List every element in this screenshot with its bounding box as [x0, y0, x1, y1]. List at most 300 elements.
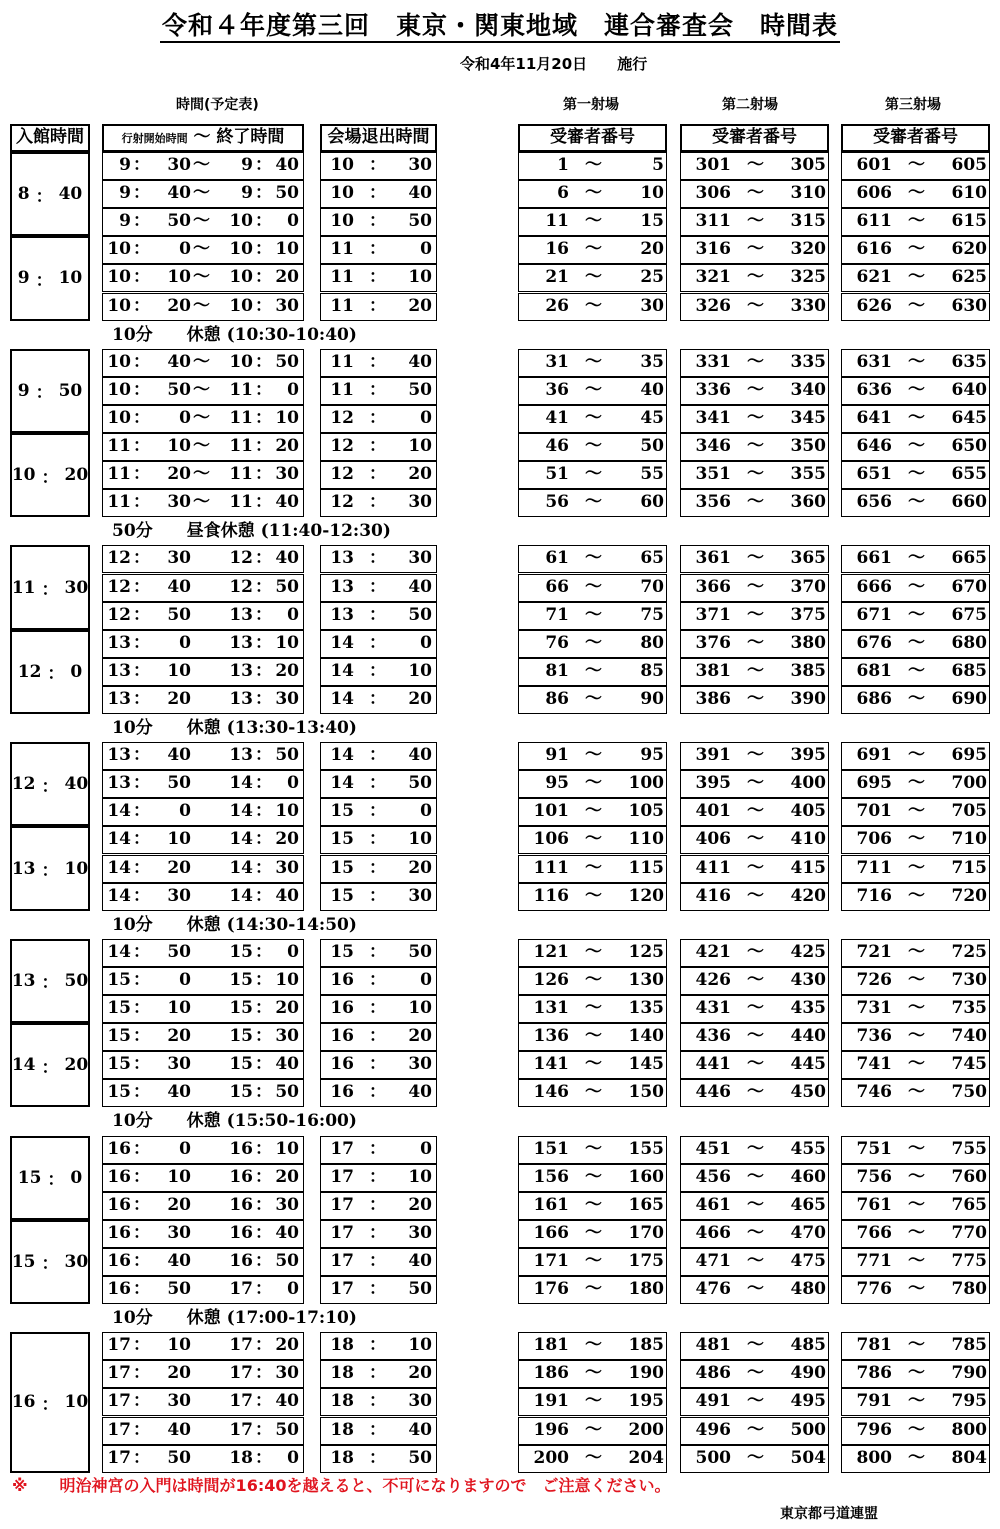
examinee-range-1 [518, 995, 667, 1023]
exit-hour: 15 [330, 829, 354, 850]
end-colon: ： [255, 829, 272, 850]
examinee-range-2 [680, 489, 829, 517]
exit-hour: 17 [330, 1250, 354, 1271]
start-hour: 16 [107, 1250, 131, 1271]
examinee-range-1 [518, 1417, 667, 1445]
start-hour: 10 [107, 295, 131, 316]
exit-hour: 16 [330, 969, 354, 990]
examinee-to: 395 [790, 745, 826, 766]
examinee-to: 615 [951, 211, 987, 232]
start-minute: 40 [167, 576, 191, 597]
exit-minute: 20 [408, 688, 432, 709]
examinee-tilde: ～ [747, 239, 764, 260]
examinee-to: 120 [628, 885, 664, 906]
examinee-from: 486 [695, 1363, 731, 1384]
examinee-tilde: ～ [908, 1335, 925, 1356]
shoot-time-cell [102, 630, 304, 658]
examinee-from: 36 [545, 379, 569, 400]
shoot-time-cell [102, 826, 304, 854]
examinee-range-1 [518, 433, 667, 461]
start-minute: 50 [167, 604, 191, 625]
end-minute: 30 [275, 295, 299, 316]
start-hour: 13 [107, 773, 131, 794]
start-minute: 0 [179, 407, 191, 428]
shoot-time-cell [102, 1136, 304, 1164]
examinee-from: 336 [695, 379, 731, 400]
end-minute: 20 [275, 267, 299, 288]
start-minute: 40 [167, 351, 191, 372]
exit-colon: ： [369, 239, 386, 260]
examinee-tilde: ～ [747, 183, 764, 204]
examinee-range-2 [680, 349, 829, 377]
shoot-time-cell [102, 1051, 304, 1079]
examinee-range-2 [680, 855, 829, 883]
examinee-tilde: ～ [585, 1447, 602, 1468]
break-row: 10分 休憩 (15:50-16:00) [112, 1111, 357, 1132]
examinee-to: 425 [790, 941, 826, 962]
examinee-range-3 [841, 152, 990, 180]
examinee-tilde: ～ [908, 745, 925, 766]
exit-colon: ： [369, 829, 386, 850]
examinee-range-2 [680, 1445, 829, 1473]
examinee-range-2 [680, 461, 829, 489]
start-colon: ： [133, 1194, 150, 1215]
examinee-from: 756 [856, 1166, 892, 1187]
exit-colon: ： [369, 379, 386, 400]
end-colon: ： [255, 773, 272, 794]
exit-colon: ： [369, 1419, 386, 1440]
examinee-from: 761 [856, 1194, 892, 1215]
examinee-from: 331 [695, 351, 731, 372]
examinee-to: 690 [951, 688, 987, 709]
exit-colon: ： [369, 407, 386, 428]
exit-time-cell [320, 1192, 437, 1220]
entry-minute: 10 [58, 268, 83, 289]
range-tilde: ～ [193, 379, 210, 400]
exit-minute: 0 [420, 239, 432, 260]
entry-minute: 30 [64, 577, 89, 598]
end-hour: 11 [229, 436, 253, 456]
end-hour: 12 [229, 548, 253, 569]
start-colon: ： [133, 885, 150, 906]
entry-time-group [10, 1220, 90, 1304]
examinee-tilde: ～ [908, 183, 925, 204]
examinee-tilde: ～ [908, 857, 925, 878]
exit-hour: 12 [330, 436, 354, 456]
start-hour: 12 [107, 548, 131, 569]
start-hour: 9 [119, 211, 131, 232]
start-colon: ： [133, 941, 150, 962]
examinee-from: 616 [856, 239, 892, 260]
exit-colon: ： [369, 660, 386, 681]
range-tilde: ～ [193, 436, 210, 456]
entry-hour: 15 [17, 1167, 42, 1188]
start-minute: 30 [167, 1222, 191, 1243]
end-minute: 20 [275, 829, 299, 850]
examinee-tilde: ～ [747, 548, 764, 569]
end-colon: ： [255, 379, 272, 400]
exit-minute: 50 [408, 941, 432, 962]
exit-minute: 20 [408, 1026, 432, 1047]
start-colon: ： [133, 1138, 150, 1159]
examinee-range-1 [518, 1192, 667, 1220]
examinee-to: 85 [640, 660, 664, 681]
exit-time-cell [320, 798, 437, 826]
end-colon: ： [255, 801, 272, 822]
entry-time-group [10, 1332, 90, 1473]
examinee-range-1 [518, 602, 667, 630]
examinee-tilde: ～ [747, 407, 764, 428]
examinee-to: 765 [951, 1194, 987, 1215]
entry-minute: 20 [64, 1055, 89, 1076]
start-hour: 10 [107, 351, 131, 372]
end-colon: ： [255, 1363, 272, 1384]
exit-colon: ： [369, 773, 386, 794]
entry-hour: 13 [11, 858, 36, 879]
end-minute: 40 [275, 1391, 299, 1412]
examinee-range-3 [841, 461, 990, 489]
examinee-tilde: ～ [908, 1250, 925, 1271]
examinee-from: 171 [533, 1250, 569, 1271]
examinee-to: 310 [790, 183, 826, 204]
exit-time-cell [320, 1360, 437, 1388]
end-minute: 10 [275, 801, 299, 822]
examinee-to: 390 [790, 688, 826, 709]
examinee-tilde: ～ [747, 1138, 764, 1159]
end-hour: 10 [229, 351, 253, 372]
exit-colon: ： [369, 548, 386, 569]
examinee-tilde: ～ [908, 155, 925, 175]
examinee-range-2 [680, 1023, 829, 1051]
examinee-tilde: ～ [908, 1082, 925, 1103]
examinee-tilde: ～ [585, 183, 602, 204]
examinee-range-3 [841, 1445, 990, 1473]
entry-colon: ： [41, 1394, 59, 1415]
examinee-range-1 [518, 236, 667, 264]
end-minute: 40 [275, 492, 299, 513]
examinee-to: 15 [640, 211, 664, 232]
examinee-from: 56 [545, 492, 569, 513]
break-row: 10分 休憩 (13:30-13:40) [112, 718, 357, 738]
start-colon: ： [133, 351, 150, 372]
examinee-range-1 [518, 152, 667, 180]
start-minute: 0 [179, 239, 191, 260]
start-minute: 30 [167, 1391, 191, 1412]
examinee-to: 495 [790, 1391, 826, 1412]
exit-colon: ： [369, 155, 386, 175]
exit-hour: 12 [330, 407, 354, 428]
shoot-time-cell [102, 574, 304, 602]
exit-colon: ： [369, 969, 386, 990]
examinee-to: 705 [951, 801, 987, 822]
examinee-to: 450 [790, 1082, 826, 1103]
exit-minute: 50 [408, 604, 432, 625]
end-hour: 9 [241, 183, 253, 204]
start-hour: 11 [107, 464, 131, 485]
examinee-from: 6 [557, 183, 569, 204]
examinee-to: 670 [951, 576, 987, 597]
entry-colon: ： [47, 664, 65, 685]
examinee-to: 170 [628, 1222, 664, 1243]
range-tilde: ～ [193, 351, 210, 372]
examinee-tilde: ～ [747, 436, 764, 456]
start-colon: ： [133, 295, 150, 316]
exit-minute: 40 [408, 183, 432, 204]
examinee-range-1 [518, 1220, 667, 1248]
examinee-from: 421 [695, 941, 731, 962]
examinee-from: 191 [533, 1391, 569, 1412]
examinee-tilde: ～ [585, 998, 602, 1018]
start-minute: 20 [167, 464, 191, 485]
entry-time-group [10, 1136, 90, 1220]
examinee-range-3 [841, 1079, 990, 1107]
examinee-range-3 [841, 180, 990, 208]
entry-hour: 9 [17, 268, 30, 289]
end-minute: 0 [287, 1447, 299, 1468]
examinee-to: 160 [628, 1166, 664, 1187]
examinee-range-3 [841, 377, 990, 405]
examinee-from: 646 [856, 436, 892, 456]
entry-time-group [10, 236, 90, 320]
exit-minute: 10 [408, 267, 432, 288]
end-colon: ： [255, 1026, 272, 1047]
end-minute: 0 [287, 773, 299, 794]
shoot-time-cell [102, 1220, 304, 1248]
end-colon: ： [255, 407, 272, 428]
start-hour: 14 [107, 885, 131, 906]
examinee-range-3 [841, 405, 990, 433]
examinee-tilde: ～ [747, 1391, 764, 1412]
start-minute: 10 [167, 998, 191, 1018]
end-colon: ： [255, 351, 272, 372]
end-hour: 13 [229, 745, 253, 766]
start-minute: 30 [167, 548, 191, 569]
examinee-to: 715 [951, 857, 987, 878]
end-minute: 40 [275, 548, 299, 569]
exit-minute: 40 [408, 1419, 432, 1440]
examinee-tilde: ～ [908, 1363, 925, 1384]
exit-colon: ： [369, 688, 386, 709]
examinee-range-1 [518, 630, 667, 658]
end-colon: ： [255, 548, 272, 569]
header-shoot-time [102, 124, 304, 152]
examinee-to: 80 [640, 632, 664, 653]
entry-hour: 8 [17, 184, 30, 205]
end-colon: ： [255, 1335, 272, 1356]
examinee-tilde: ～ [747, 1363, 764, 1384]
entry-colon: ： [35, 383, 53, 404]
examinee-from: 691 [856, 745, 892, 766]
examinee-tilde: ～ [585, 351, 602, 372]
shoot-time-cell [102, 180, 304, 208]
end-colon: ： [255, 1279, 272, 1299]
exit-hour: 11 [330, 239, 354, 260]
examinee-range-2 [680, 574, 829, 602]
examinee-to: 625 [951, 267, 987, 288]
start-minute: 10 [167, 1335, 191, 1356]
examinee-tilde: ～ [585, 1166, 602, 1187]
examinee-from: 456 [695, 1166, 731, 1187]
examinee-tilde: ～ [908, 773, 925, 794]
examinee-range-1 [518, 1360, 667, 1388]
exit-minute: 10 [408, 1335, 432, 1356]
examinee-from: 51 [545, 464, 569, 485]
examinee-from: 416 [695, 885, 731, 906]
examinee-from: 101 [533, 801, 569, 822]
examinee-to: 365 [790, 548, 826, 569]
examinee-tilde: ～ [747, 801, 764, 822]
examinee-from: 41 [545, 407, 569, 428]
examinee-to: 325 [790, 267, 826, 288]
exit-hour: 15 [330, 801, 354, 822]
exit-colon: ： [369, 295, 386, 316]
end-colon: ： [255, 1222, 272, 1243]
examinee-from: 200 [533, 1447, 569, 1468]
shoot-time-cell [102, 489, 304, 517]
examinee-from: 601 [856, 155, 892, 175]
entry-hour: 12 [11, 774, 36, 795]
examinee-range-3 [841, 602, 990, 630]
exit-hour: 14 [330, 773, 354, 794]
exit-time-cell [320, 1417, 437, 1445]
exit-time-cell [320, 377, 437, 405]
examinee-range-2 [680, 433, 829, 461]
shoot-time-cell [102, 1023, 304, 1051]
exit-time-cell [320, 826, 437, 854]
examinee-tilde: ～ [908, 660, 925, 681]
examinee-to: 350 [790, 436, 826, 456]
examinee-tilde: ～ [747, 1026, 764, 1047]
start-minute: 0 [179, 1138, 191, 1159]
examinee-tilde: ～ [747, 492, 764, 513]
exit-minute: 50 [408, 211, 432, 232]
shoot-time-cell [102, 770, 304, 798]
examinee-from: 491 [695, 1391, 731, 1412]
end-colon: ： [255, 1082, 272, 1103]
examinee-range-3 [841, 883, 990, 911]
shoot-time-cell [102, 602, 304, 630]
start-minute: 20 [167, 688, 191, 709]
end-colon: ： [255, 239, 272, 260]
examinee-tilde: ～ [908, 295, 925, 316]
exit-hour: 18 [330, 1363, 354, 1384]
shoot-time-cell [102, 658, 304, 686]
examinee-from: 346 [695, 436, 731, 456]
entry-hour: 11 [11, 577, 36, 598]
range-tilde: ～ [193, 183, 210, 204]
exit-hour: 17 [330, 1138, 354, 1159]
examinee-from: 76 [545, 632, 569, 653]
end-minute: 10 [275, 632, 299, 653]
examinee-to: 385 [790, 660, 826, 681]
examinee-to: 400 [790, 773, 826, 794]
examinee-to: 800 [951, 1419, 987, 1440]
examinee-tilde: ～ [585, 155, 602, 175]
examinee-tilde: ～ [747, 632, 764, 653]
examinee-range-2 [680, 1079, 829, 1107]
start-minute: 30 [167, 1054, 191, 1075]
examinee-range-3 [841, 798, 990, 826]
end-colon: ： [255, 969, 272, 990]
start-colon: ： [133, 1054, 150, 1075]
exit-time-cell [320, 293, 437, 321]
end-colon: ： [255, 1250, 272, 1271]
start-minute: 20 [167, 1194, 191, 1215]
examinee-from: 136 [533, 1026, 569, 1047]
start-colon: ： [133, 436, 150, 456]
entry-hour: 15 [11, 1251, 36, 1272]
start-minute: 0 [179, 632, 191, 653]
examinee-to: 710 [951, 829, 987, 850]
examinee-to: 435 [790, 998, 826, 1018]
exit-hour: 14 [330, 632, 354, 653]
shoot-time-cell [102, 1079, 304, 1107]
examinee-range-1 [518, 1079, 667, 1107]
examinee-to: 695 [951, 745, 987, 766]
exit-minute: 30 [408, 155, 432, 175]
exit-colon: ： [369, 632, 386, 653]
exit-hour: 11 [330, 267, 354, 288]
exit-hour: 18 [330, 1447, 354, 1468]
examinee-tilde: ～ [585, 632, 602, 653]
exit-time-cell [320, 349, 437, 377]
examinee-to: 475 [790, 1250, 826, 1271]
examinee-range-2 [680, 883, 829, 911]
shoot-time-cell [102, 545, 304, 573]
entry-minute: 30 [64, 1251, 89, 1272]
examinee-to: 460 [790, 1166, 826, 1187]
entry-colon: ： [41, 1254, 59, 1275]
examinee-to: 480 [790, 1279, 826, 1299]
end-hour: 11 [229, 379, 253, 400]
end-minute: 50 [275, 745, 299, 766]
examinee-from: 681 [856, 660, 892, 681]
start-minute: 0 [179, 969, 191, 990]
end-minute: 30 [275, 464, 299, 485]
exit-time-cell [320, 264, 437, 292]
examinee-range-1 [518, 405, 667, 433]
examinee-from: 391 [695, 745, 731, 766]
exit-time-cell [320, 1136, 437, 1164]
examinee-tilde: ～ [908, 267, 925, 288]
start-minute: 50 [167, 1447, 191, 1468]
end-minute: 50 [275, 1250, 299, 1271]
examinee-range-1 [518, 1248, 667, 1276]
examinee-range-3 [841, 545, 990, 573]
start-hour: 12 [107, 604, 131, 625]
examinee-tilde: ～ [747, 1250, 764, 1271]
end-hour: 17 [229, 1391, 253, 1412]
exit-time-cell [320, 855, 437, 883]
entry-hour: 10 [11, 465, 36, 486]
start-minute: 0 [179, 801, 191, 822]
exit-colon: ： [369, 267, 386, 288]
break-row: 50分 昼食休憩 (11:40-12:30) [112, 521, 391, 542]
examinee-range-3 [841, 1136, 990, 1164]
start-hour: 15 [107, 1054, 131, 1075]
exit-time-cell [320, 742, 437, 770]
examinee-to: 330 [790, 295, 826, 316]
examinee-from: 156 [533, 1166, 569, 1187]
examinee-from: 686 [856, 688, 892, 709]
start-minute: 20 [167, 857, 191, 878]
exit-hour: 16 [330, 1054, 354, 1075]
examinee-from: 326 [695, 295, 731, 316]
exit-time-cell [320, 1388, 437, 1416]
exit-hour: 10 [330, 183, 354, 204]
examinee-to: 375 [790, 604, 826, 625]
exit-hour: 18 [330, 1335, 354, 1356]
